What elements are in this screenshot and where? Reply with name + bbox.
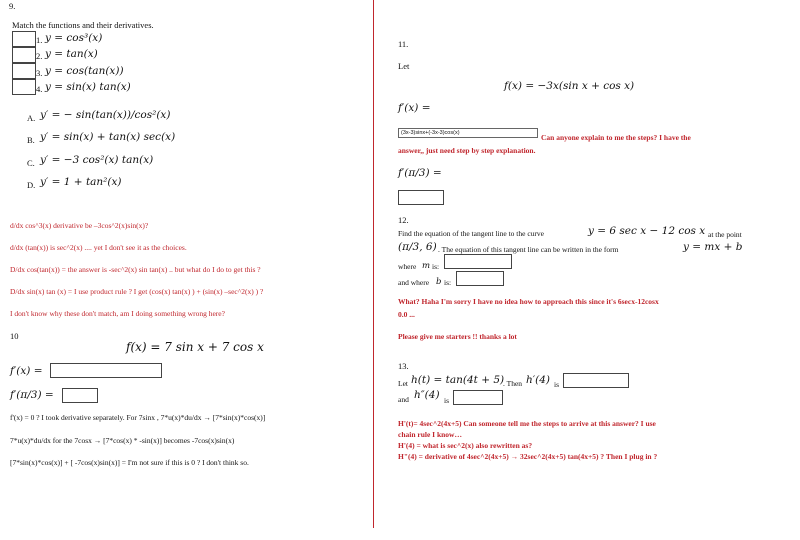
q12-b-label-b: is: (444, 278, 452, 287)
q12-comment-3: Please give me starters !! thanks a lot (398, 332, 517, 341)
q12-prompt-b: at the point (708, 230, 742, 239)
q13-comment-1: H'(t)= 4sec^2(4x+5) Can someone tell me the steps to arrive at this answer? I use (398, 419, 656, 428)
q13-hprime-input[interactable] (563, 373, 629, 388)
q9-function-3: y = cos(tan(x)) (45, 65, 124, 77)
q12-number: 12. (398, 215, 409, 225)
q12-point: (π/3, 6) (398, 241, 437, 253)
q10-work-3: [7*sin(x)*cos(x)] + [ -7cos(x)sin(x)] = I'm not sure if this is 0 ? I don't think so. (10, 458, 249, 467)
q12-comment-2: 0.0 ... (398, 310, 415, 319)
q12-m-label-a: where (398, 262, 417, 271)
q10-fprime-pi3-input[interactable] (62, 388, 98, 403)
q11-comment-1: Can anyone explain to me the steps? I have the (541, 133, 691, 142)
q9-answer-box-3[interactable] (12, 63, 36, 79)
q9-answer-box-4[interactable] (12, 79, 36, 95)
q13-hprime: h′(4) (526, 374, 551, 386)
q13-comment-4: H"(4) = derivative of 4sec^2(4x+5) → 32sec^2(4x+5) tan(4x+5) ? Then I plug in ? (398, 452, 658, 461)
q12-prompt-c: . The equation of this tangent line can be written in the form (438, 245, 619, 254)
q10-fprime-input[interactable] (50, 363, 162, 378)
q9-answer-box-2[interactable] (12, 47, 36, 63)
q11-function: f(x) = −3x(sin x + cos x) (504, 80, 635, 92)
q11-fprime-pi3-input[interactable] (398, 190, 444, 205)
q9-note-4: D/dx sin(x) tan (x) = I use product rule ? I get (cos(x) tan(x) ) + (sin(x) –sec^2(x) ) ? (10, 287, 264, 296)
q9-function-4-num: 4. (36, 84, 43, 94)
q11-fprime-answer[interactable]: (3x-3)sinx+(-3x-3)cos(x) (398, 128, 538, 138)
q10-number: 10 (10, 331, 19, 341)
q10-work-2: 7*u(x)*du/dx for the 7cosx → [7*cos(x) * -sin(x)] becomes -7cos(x)sin(x) (10, 436, 235, 445)
q9-function-2: y = tan(x) (45, 48, 98, 60)
q11-number: 11. (398, 39, 409, 49)
q13-comment-3: H'(4) = what is sec^2(x) also rewritten as? (398, 441, 533, 450)
q9-function-3-num: 3. (36, 68, 43, 78)
q11-let: Let (398, 61, 410, 71)
q9-choice-c-letter: C. (27, 158, 35, 168)
q10-function: f(x) = 7 sin x + 7 cos x (126, 340, 264, 354)
q13-and: and (398, 395, 409, 404)
q13-comment-2: chain rule I know… (398, 430, 462, 439)
q9-prompt: Match the functions and their derivatives. (12, 20, 154, 30)
q9-function-1-num: 1. (36, 35, 43, 45)
q9-note-3: D/dx cos(tan(x)) = the answer is -sec^2(x) sin tan(x) .. but what do I do to get this ? (10, 265, 261, 274)
q12-prompt-a: Find the equation of the tangent line to the curve (398, 229, 545, 238)
q12-b-var: b (436, 277, 442, 287)
q9-note-1: d/dx cos^3(x) derivative be –3cos^2(x)sin(x)? (10, 221, 149, 230)
q9-note-2: d/dx (tan(x)) is sec^2(x) .... yet I don't see it as the choices. (10, 243, 187, 252)
q9-choice-b: y′ = sin(x) + tan(x) sec(x) (40, 131, 176, 143)
q12-comment-1: What? Haha I'm sorry I have no idea how to approach this since it's 6secx-12cosx (398, 297, 659, 306)
q9-answer-box-1[interactable] (12, 31, 36, 47)
q9-function-1: y = cos³(x) (45, 32, 103, 44)
q13-function: h(t) = tan(4t + 5) (411, 374, 505, 386)
q10-fprime-label: f′(x) = (10, 365, 43, 377)
q9-choice-a: y′ = − sin(tan(x))/cos²(x) (40, 109, 171, 121)
q13-hdoubleprime: h″(4) (414, 389, 440, 401)
q13-number: 13. (398, 361, 409, 371)
q11-fprime-pi3-label: f′(π/3) = (398, 167, 442, 179)
q12-b-input[interactable] (456, 271, 504, 286)
left-page (0, 0, 372, 540)
q11-fprime-label: f′(x) = (398, 102, 431, 114)
column-divider (373, 0, 374, 528)
q11-comment-2: answer,, just need step by step explanation. (398, 146, 536, 155)
q10-work-1: f'(x) = 0 ? I took derivative separately. For 7sinx , 7*u(x)*du/dx → [7*sin(x)*cos(x)] (10, 413, 266, 422)
q9-closing: I don't know why these don't match, am I doing something wrong here? (10, 309, 225, 318)
q12-curve: y = 6 sec x − 12 cos x (588, 225, 706, 237)
q10-fprime-pi3-label: f′(π/3) = (10, 389, 54, 401)
right-page (378, 0, 800, 540)
q12-form: y = mx + b (683, 241, 743, 253)
q12-m-input[interactable] (444, 254, 512, 269)
q9-function-2-num: 2. (36, 51, 43, 61)
q9-choice-c: y′ = −3 cos²(x) tan(x) (40, 154, 154, 166)
q12-b-label-a: and where (398, 278, 430, 287)
q9-choice-a-letter: A. (27, 113, 36, 123)
q13-let: Let (398, 379, 408, 388)
q9-function-4: y = sin(x) tan(x) (45, 81, 131, 93)
q9-choice-b-letter: B. (27, 135, 35, 145)
q13-is-2: is (444, 396, 450, 405)
q12-m-var: m (422, 261, 431, 271)
q9-choice-d-letter: D. (27, 180, 36, 190)
q12-m-label-b: is: (432, 262, 440, 271)
q9-number: 9. (9, 1, 16, 11)
q9-choice-d: y′ = 1 + tan²(x) (40, 176, 122, 188)
q13-is-1: is (554, 380, 560, 389)
q13-then: . Then (503, 379, 523, 388)
q13-hdoubleprime-input[interactable] (453, 390, 503, 405)
